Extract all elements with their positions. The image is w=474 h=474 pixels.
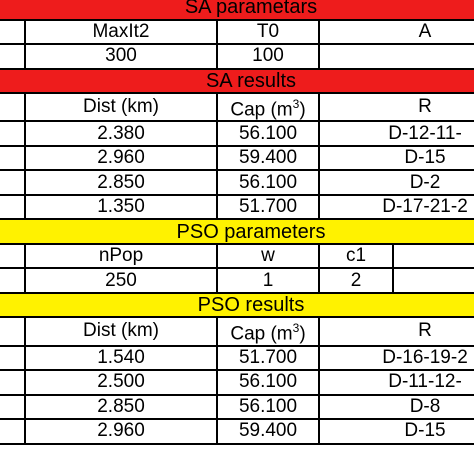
pso-param-value-w: 1 [217,268,319,293]
sa-param-blank-cell [0,44,25,69]
cap-superscript: 3 [292,97,300,111]
pso-param-header-npop: nPop [25,244,217,269]
sa-dist-cell: 2.960 [25,146,217,171]
table-row [0,170,474,195]
pso-cap-cell: 51.700 [217,346,319,371]
cap-label-end: ) [299,99,306,121]
pso-route-cell: D-15 [319,419,474,444]
sa-param-header-t0: T0 [217,20,319,45]
sa-route-cell: D-2 [319,170,474,195]
pso-param-blank-cell [393,268,474,293]
sa-results-header-cap [217,93,319,121]
pso-route-cell: D-8 [319,395,474,420]
pso-parameters-header-row [0,244,474,269]
sa-results-title: SA results [0,69,474,94]
table-row [0,195,474,220]
pso-dist-cell: 2.850 [25,395,217,420]
pso-param-header-c1: c1 [319,244,393,269]
pso-results-header-dist: Dist (km) [25,317,217,345]
cap-label: Cap (m [230,99,293,121]
pso-results-header-route: R [319,317,474,345]
pso-param-value-npop: 250 [25,268,217,293]
sa-param-blank-cell [0,20,25,45]
sa-results-header-row [0,93,474,121]
sa-parameters-banner-row [0,0,474,20]
pso-cap-cell: 56.100 [217,395,319,420]
table-row [0,121,474,146]
sa-param-value-t0: 100 [217,44,319,69]
pso-results-blank-cell [0,317,25,345]
pso-param-header-w: w [217,244,319,269]
sa-route-cell: D-15 [319,146,474,171]
pso-param-blank-cell [0,268,25,293]
sa-cap-cell: 59.400 [217,146,319,171]
sa-results-header-route: R [319,93,474,121]
sa-cap-cell: 51.700 [217,195,319,220]
sa-param-header-maxit2: MaxIt2 [25,20,217,45]
sa-cap-cell: 56.100 [217,121,319,146]
pso-parameters-value-row [0,268,474,293]
pso-dist-cell: 1.540 [25,346,217,371]
table-row [0,370,474,395]
sa-param-header-a: A [319,20,474,45]
sa-results-blank-cell [0,170,25,195]
pso-param-blank-cell [393,244,474,269]
cap-label-end: ) [299,323,306,345]
sa-results-blank-cell [0,146,25,171]
pso-dist-cell: 2.960 [25,419,217,444]
pso-parameters-banner-row [0,219,474,244]
pso-dist-cell: 2.500 [25,370,217,395]
sa-parameters-title: SA parametars [0,0,474,20]
pso-results-blank-cell [0,395,25,420]
sa-results-blank-cell [0,93,25,121]
sa-parameters-header-row [0,20,474,45]
pso-parameters-title: PSO parameters [0,219,474,244]
pso-route-cell: D-11-12- [319,370,474,395]
pso-param-blank-cell [0,244,25,269]
sa-dist-cell: 2.380 [25,121,217,146]
sa-dist-cell: 2.850 [25,170,217,195]
sa-cap-cell: 56.100 [217,170,319,195]
pso-results-banner-row [0,293,474,318]
pso-results-blank-cell [0,370,25,395]
sa-route-cell: D-12-11- [319,121,474,146]
sa-results-banner-row [0,69,474,94]
cap-label: Cap (m [230,323,293,345]
sa-results-blank-cell [0,121,25,146]
pso-results-header-row [0,317,474,345]
pso-results-blank-cell [0,346,25,371]
pso-param-value-c1: 2 [319,268,393,293]
table-row [0,419,474,444]
pso-cap-cell: 56.100 [217,370,319,395]
table-row [0,146,474,171]
sa-results-blank-cell [0,195,25,220]
pso-results-header-cap [217,317,319,345]
sa-parameters-value-row [0,44,474,69]
sa-dist-cell: 1.350 [25,195,217,220]
cap-superscript: 3 [292,321,300,336]
table-row [0,395,474,420]
sa-param-value-maxit2: 300 [25,44,217,69]
sa-route-cell: D-17-21-2 [319,195,474,220]
sa-param-value-a [319,44,474,69]
pso-results-blank-cell [0,419,25,444]
pso-cap-cell: 59.400 [217,419,319,444]
sa-results-header-dist: Dist (km) [25,93,217,121]
table-row [0,346,474,371]
pso-results-title: PSO results [0,293,474,318]
pso-route-cell: D-16-19-2 [319,346,474,371]
